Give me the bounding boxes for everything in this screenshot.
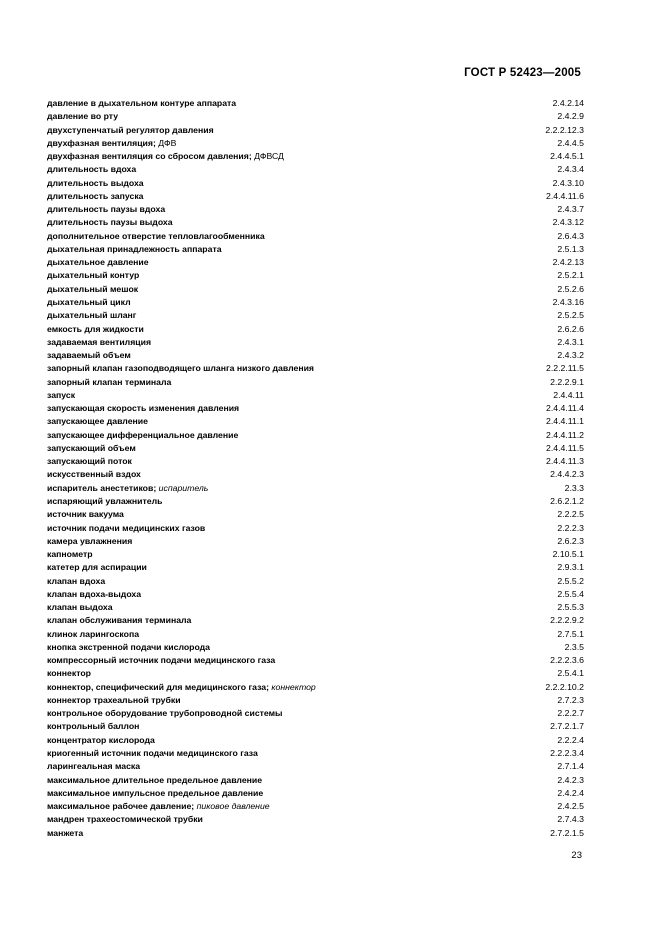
term-text: клапан обслуживания терминала (47, 615, 192, 626)
term-text: дыхательный шланг (47, 310, 137, 321)
term-text: источник подачи медицинских газов (47, 522, 206, 533)
index-term (47, 376, 171, 389)
term-synonym: испаритель (158, 482, 209, 493)
index-term (47, 707, 282, 720)
index-term: двухфазная вентиляция; ДФВ (47, 137, 177, 148)
section-reference: 2.3.5 (564, 641, 584, 652)
term-text: давление во рту (47, 111, 119, 122)
index-term (47, 97, 236, 110)
index-term (47, 442, 136, 455)
section-reference: 2.7.2.3 (557, 694, 584, 705)
term-text: мандрен трахеостомической трубки (47, 814, 203, 825)
term-text: двухфазная вентиляция со сбросом давления (47, 151, 249, 162)
document-header: ГОСТ Р 52423—2005 (464, 67, 581, 79)
term-text: дыхательный цикл (47, 296, 131, 307)
index-term: двухфазная вентиляция со сбросом давления; ДФВСД (47, 151, 284, 162)
index-entry (47, 349, 584, 362)
index-entry (47, 482, 584, 495)
term-text: манжета (47, 827, 84, 838)
index-entry (47, 561, 584, 574)
index-term (47, 296, 131, 309)
index-entry (47, 256, 584, 269)
index-term (47, 468, 141, 481)
term-text: запускающее давление (47, 416, 148, 427)
section-reference: 2.7.2.1.5 (550, 827, 584, 838)
index-entry (47, 747, 584, 760)
section-reference: 2.4.3.10 (552, 177, 584, 188)
index-term (47, 190, 144, 203)
section-reference: 2.4.3.4 (557, 164, 584, 175)
index-term (47, 535, 132, 548)
index-term (47, 243, 222, 256)
index-term (47, 429, 238, 442)
index-term (47, 349, 131, 362)
section-reference: 2.4.4.11.1 (546, 416, 584, 427)
term-text: концентратор кислорода (47, 734, 155, 745)
index-entry (47, 681, 584, 694)
index-term (47, 415, 148, 428)
index-entry (47, 243, 584, 256)
section-reference: 2.4.4.11.3 (546, 456, 584, 467)
section-reference: 2.9.3.1 (557, 562, 584, 573)
term-synonym: коннектор (271, 681, 316, 692)
index-entry (47, 389, 584, 402)
section-reference: 2.4.4.5.1 (550, 151, 584, 162)
index-term: коннектор, специфический для медицинского газа; коннектор (47, 681, 316, 692)
section-reference: 2.6.2.6 (557, 323, 584, 334)
index-term (47, 495, 162, 508)
index-entry (47, 535, 584, 548)
index-entry (47, 362, 584, 375)
index-term (47, 402, 239, 415)
term-text: максимальное импульсное предельное давление (47, 787, 264, 798)
index-term (47, 389, 75, 402)
section-reference: 2.3.3 (564, 482, 584, 493)
index-term (47, 654, 275, 667)
index-entry (47, 190, 584, 203)
term-text: коннектор трахеальной трубки (47, 694, 181, 705)
index-entry (47, 774, 584, 787)
term-text: кнопка экстренной подачи кислорода (47, 641, 210, 652)
term-text: максимальное рабочее давление (47, 801, 192, 812)
index-entry (47, 203, 584, 216)
index-entry (47, 641, 584, 654)
term-text: дыхательный мешок (47, 283, 139, 294)
term-text: запускающий поток (47, 456, 132, 467)
index-entry (47, 522, 584, 535)
term-text: длительность запуска (47, 190, 144, 201)
index-term (47, 787, 263, 800)
index-entry (47, 216, 584, 229)
section-reference: 2.4.4.2.3 (550, 469, 584, 480)
term-text: емкость для жидкости (47, 323, 144, 334)
section-reference: 2.4.3.7 (557, 204, 584, 215)
term-text: запорный клапан терминала (47, 376, 172, 387)
section-reference: 2.5.2.1 (557, 270, 584, 281)
index-entry (47, 230, 584, 243)
index-term (47, 588, 141, 601)
index-entry (47, 601, 584, 614)
index-entry (47, 177, 584, 190)
term-text: длительность выдоха (47, 177, 144, 188)
section-reference: 2.2.2.5 (557, 509, 584, 520)
index-term (47, 163, 136, 176)
index-entry (47, 575, 584, 588)
index-entry (47, 694, 584, 707)
index-term (47, 734, 155, 747)
term-text: длительность паузы вдоха (47, 204, 166, 215)
section-reference: 2.2.2.10.2 (545, 681, 584, 692)
term-text: запуск (47, 389, 76, 400)
index-term: испаритель анестетиков; испаритель (47, 482, 209, 493)
section-reference: 2.2.2.12.3 (545, 124, 584, 135)
term-text: искусственный вздох (47, 469, 141, 480)
term-text: коннектор (47, 668, 91, 679)
section-reference: 2.4.4.11.2 (546, 429, 584, 440)
index-term (47, 508, 124, 521)
section-reference: 2.5.5.4 (557, 588, 584, 599)
index-term (47, 230, 265, 243)
index-term (47, 309, 136, 322)
index-term (47, 813, 203, 826)
index-entry (47, 323, 584, 336)
term-text: капнометр (47, 549, 93, 560)
section-reference: 2.2.2.9.2 (550, 615, 584, 626)
term-text: клапан вдоха-выдоха (47, 588, 142, 599)
index-term (47, 362, 314, 375)
index-term (47, 760, 140, 773)
term-text: длительность паузы выдоха (47, 217, 173, 228)
index-entry (47, 468, 584, 481)
term-text: клапан вдоха (47, 575, 106, 586)
index-entry (47, 548, 584, 561)
term-text: клинок ларингоскопа (47, 628, 140, 639)
index-entry (47, 707, 584, 720)
section-reference: 2.5.5.3 (557, 602, 584, 613)
section-reference: 2.7.2.1.7 (550, 721, 584, 732)
index-entry (47, 800, 584, 813)
section-reference: 2.2.2.11.5 (546, 363, 584, 374)
term-text: давление в дыхательном контуре аппарата (47, 98, 237, 108)
index-term (47, 667, 91, 680)
section-reference: 2.7.5.1 (557, 628, 584, 639)
index-entry (47, 667, 584, 680)
term-text: ларингеальная маска (47, 761, 141, 772)
index-term (47, 561, 147, 574)
term-text: контрольный баллон (47, 721, 140, 732)
term-text: источник вакуума (47, 509, 124, 520)
index-entry (47, 827, 584, 840)
section-reference: 2.4.4.5 (557, 137, 584, 148)
section-reference: 2.4.2.9 (557, 111, 584, 122)
index-entry (47, 588, 584, 601)
term-text: максимальное длительное предельное давление (47, 774, 263, 785)
index-entry (47, 150, 584, 163)
section-reference: 2.2.2.7 (557, 708, 584, 719)
index-term (47, 455, 132, 468)
alphabetical-index (47, 97, 584, 840)
index-entry (47, 508, 584, 521)
index-entry (47, 336, 584, 349)
section-reference: 2.5.2.5 (557, 310, 584, 321)
index-term (47, 774, 262, 787)
index-term (47, 124, 214, 137)
index-term (47, 283, 138, 296)
index-entry (47, 429, 584, 442)
term-text: запускающий объем (47, 442, 136, 453)
index-term (47, 575, 105, 588)
section-reference: 2.6.2.1.2 (550, 495, 584, 506)
term-text: компрессорный источник подачи медицинского газа (47, 655, 276, 666)
index-entry (47, 760, 584, 773)
term-text: дополнительное отверстие тепловлагообменника (47, 230, 265, 241)
index-entry (47, 495, 584, 508)
index-entry (47, 628, 584, 641)
section-reference: 2.2.2.3.4 (550, 748, 584, 759)
index-entry (47, 296, 584, 309)
index-term (47, 747, 258, 760)
section-reference: 2.2.2.4 (557, 734, 584, 745)
term-text: катетер для аспирации (47, 562, 147, 573)
index-term (47, 203, 165, 216)
index-term (47, 177, 144, 190)
term-synonym: пиковое давление (196, 801, 270, 812)
section-reference: 2.4.3.16 (552, 296, 584, 307)
section-reference: 2.6.4.3 (557, 230, 584, 241)
index-entry (47, 813, 584, 826)
index-term (47, 323, 144, 336)
index-entry (47, 455, 584, 468)
section-reference: 2.2.2.3 (557, 522, 584, 533)
term-text: криогенный источник подачи медицинского газа (47, 748, 258, 759)
section-reference: 2.7.4.3 (557, 814, 584, 825)
section-reference: 2.4.4.11.6 (546, 190, 584, 201)
term-text: испаритель анестетиков (47, 482, 154, 493)
index-entry (47, 269, 584, 282)
index-term (47, 628, 139, 641)
term-text: дыхательная принадлежность аппарата (47, 243, 222, 254)
index-term (47, 827, 83, 840)
section-reference: 2.4.2.3 (557, 774, 584, 785)
index-term (47, 336, 151, 349)
index-term (47, 548, 93, 561)
term-abbreviation: ДФВСД (254, 151, 284, 162)
section-reference: 2.4.2.13 (552, 257, 584, 268)
page-number: 23 (571, 850, 582, 861)
section-reference: 2.4.3.2 (557, 350, 584, 361)
term-text: запускающая скорость изменения давления (47, 403, 240, 414)
term-text: испаряющий увлажнитель (47, 495, 163, 506)
index-entry (47, 787, 584, 800)
index-term (47, 269, 139, 282)
index-term (47, 601, 113, 614)
term-text: контрольное оборудование трубопроводной системы (47, 708, 283, 719)
index-term (47, 522, 205, 535)
term-abbreviation: ДФВ (158, 137, 177, 148)
index-entry (47, 442, 584, 455)
index-entry (47, 402, 584, 415)
index-entry (47, 124, 584, 137)
section-reference: 2.5.5.2 (557, 575, 584, 586)
section-reference: 2.4.2.5 (557, 801, 584, 812)
index-entry (47, 163, 584, 176)
section-reference: 2.4.2.14 (552, 98, 584, 108)
term-text: дыхательный контур (47, 270, 140, 281)
index-term (47, 256, 149, 269)
index-entry (47, 614, 584, 627)
index-entry (47, 283, 584, 296)
term-text: задаваемый объем (47, 350, 131, 361)
section-reference: 2.6.2.3 (557, 535, 584, 546)
index-term (47, 720, 139, 733)
term-text: дыхательное давление (47, 257, 149, 268)
index-entry (47, 415, 584, 428)
index-entry (47, 137, 584, 150)
section-reference: 2.5.2.6 (557, 283, 584, 294)
index-term (47, 641, 210, 654)
section-reference: 2.4.4.11.5 (546, 442, 584, 453)
index-term (47, 694, 181, 707)
index-entry (47, 309, 584, 322)
term-text: клапан выдоха (47, 602, 113, 613)
section-reference: 2.5.4.1 (557, 668, 584, 679)
index-entry (47, 654, 584, 667)
term-text: длительность вдоха (47, 164, 137, 175)
term-text: камера увлажнения (47, 535, 133, 546)
index-entry (47, 376, 584, 389)
section-reference: 2.7.1.4 (557, 761, 584, 772)
term-text: двухступенчатый регулятор давления (47, 124, 214, 135)
index-entry (47, 734, 584, 747)
index-term (47, 216, 173, 229)
section-reference: 2.5.1.3 (557, 243, 584, 254)
term-text: двухфазная вентиляция (47, 137, 153, 148)
index-term (47, 110, 118, 123)
section-reference: 2.4.3.12 (552, 217, 584, 228)
section-reference: 2.2.2.3.6 (550, 655, 584, 666)
section-reference: 2.4.4.11.4 (546, 403, 584, 414)
section-reference: 2.2.2.9.1 (550, 376, 584, 387)
term-text: задаваемая вентиляция (47, 336, 152, 347)
index-term (47, 614, 191, 627)
term-text: запорный клапан газоподводящего шланга низкого давления (47, 363, 315, 374)
term-text: запускающее дифференциальное давление (47, 429, 239, 440)
index-entry (47, 110, 584, 123)
index-term: максимальное рабочее давление; пиковое давление (47, 801, 270, 812)
section-reference: 2.10.5.1 (552, 549, 584, 560)
index-entry (47, 97, 584, 110)
section-reference: 2.4.4.11 (553, 389, 584, 400)
index-entry (47, 720, 584, 733)
section-reference: 2.4.2.4 (557, 787, 584, 798)
term-text: коннектор, специфический для медицинского газа (47, 681, 267, 692)
section-reference: 2.4.3.1 (557, 336, 584, 347)
